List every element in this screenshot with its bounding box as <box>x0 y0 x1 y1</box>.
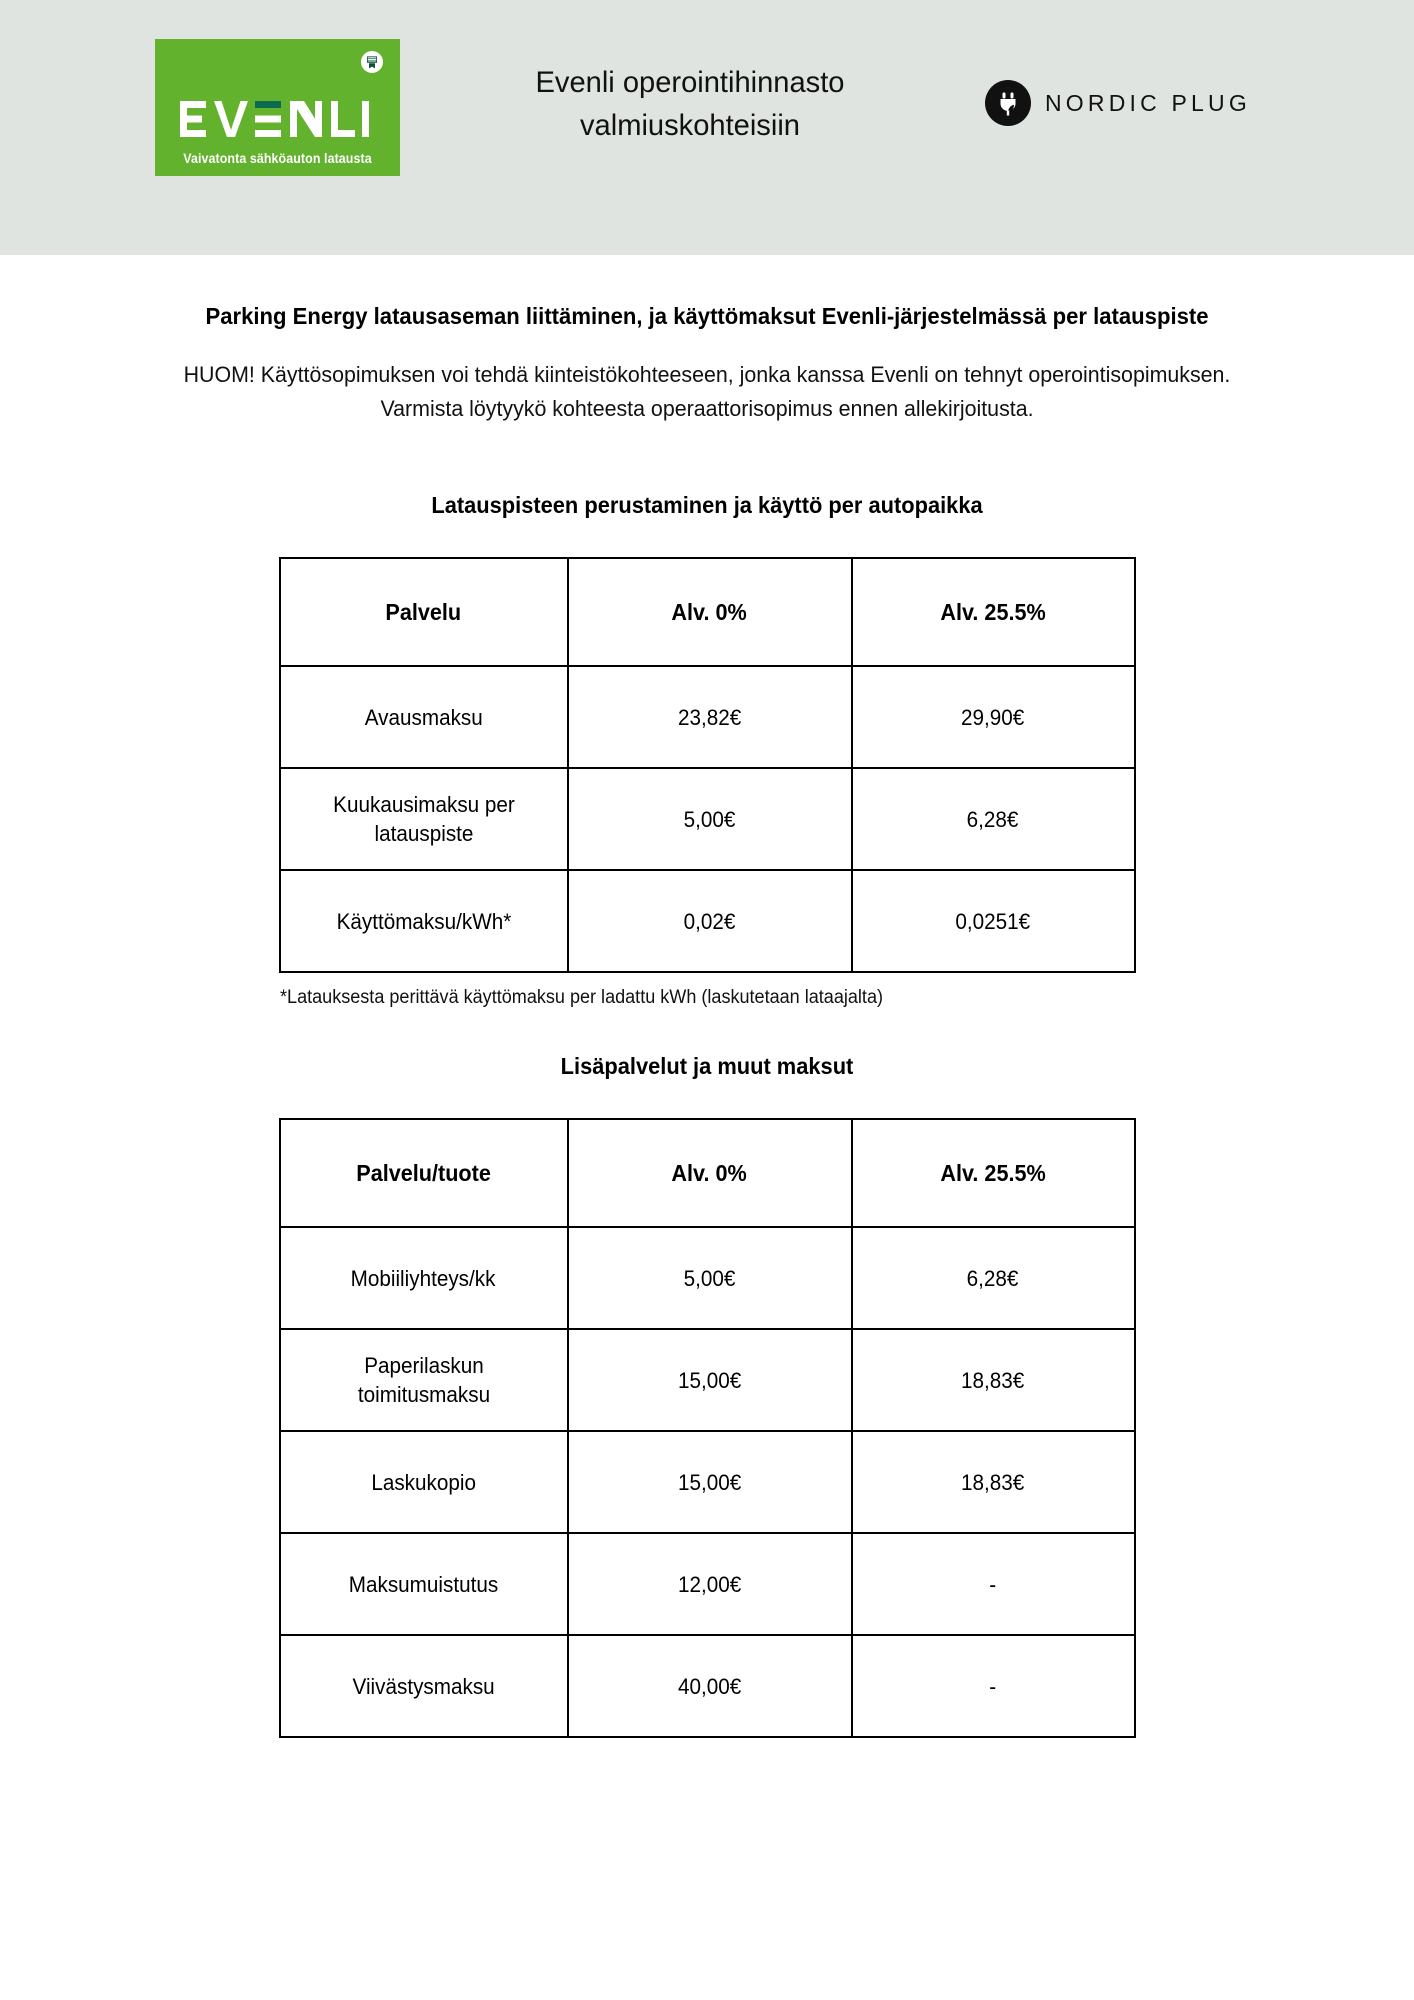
table-row <box>280 1431 1135 1533</box>
cell-vat255 <box>852 870 1135 972</box>
cell-vat0 <box>568 1227 852 1329</box>
cell-vat255-value: 18,83€ <box>961 1367 1025 1393</box>
cell-service <box>280 666 568 768</box>
cell-service <box>280 1227 568 1329</box>
column-header-vat0-label: Alv. 0% <box>671 598 748 625</box>
nordic-plug-logo <box>985 80 1251 126</box>
cell-vat0 <box>568 666 852 768</box>
column-header-vat0 <box>568 1119 852 1227</box>
column-header-service-product <box>280 1119 568 1227</box>
page-header-band <box>0 0 1414 255</box>
cell-vat0 <box>568 1533 852 1635</box>
cell-vat0 <box>568 1635 852 1737</box>
table-header-row <box>280 1119 1135 1227</box>
document-content <box>0 303 1414 1738</box>
cell-vat255-value: 6,28€ <box>967 806 1019 832</box>
table-header-row <box>280 558 1135 666</box>
extra-services-price-table <box>279 1118 1136 1738</box>
cell-vat0-value: 5,00€ <box>683 806 736 832</box>
cell-service-label: Maksumuistutus <box>348 1571 499 1597</box>
column-header-service <box>280 558 568 666</box>
cell-vat255 <box>852 1329 1135 1431</box>
cell-vat0-value: 23,82€ <box>677 704 742 730</box>
cell-vat255 <box>852 1635 1135 1737</box>
column-header-vat0-label: Alv. 0% <box>671 1159 748 1186</box>
charging-point-price-table <box>279 557 1136 973</box>
cell-vat0-value: 5,00€ <box>683 1265 736 1291</box>
cell-vat0 <box>568 870 852 972</box>
section-title-extra-services: Lisäpalvelut ja muut maksut <box>560 1053 854 1080</box>
cell-service-label: Paperilaskun toimitusmaksu <box>357 1352 490 1408</box>
cell-service-label: Laskukopio <box>371 1469 476 1495</box>
cell-vat255 <box>852 768 1135 870</box>
column-header-vat255-label: Alv. 25.5% <box>940 1159 1046 1186</box>
cell-vat0 <box>568 768 852 870</box>
table-row <box>280 870 1135 972</box>
cell-service-label: Käyttömaksu/kWh* <box>336 908 511 934</box>
cell-service-label: Mobiiliyhteys/kk <box>351 1265 496 1291</box>
note-paragraph: HUOM! Käyttösopimuksen voi tehdä kiinteistökohteeseen, jonka kanssa Evenli on tehnyt operointisopimuksen. Varmista löytyykö kohteesta operaattorisopimus ennen allekirjoitusta. <box>183 362 1231 422</box>
column-header-vat0 <box>568 558 852 666</box>
cell-service-label: Kuukausimaksu per latauspiste <box>332 791 515 847</box>
cell-service-label: Viivästysmaksu <box>352 1673 495 1699</box>
evenli-wordmark <box>155 97 400 146</box>
table-row <box>280 768 1135 870</box>
cell-vat0 <box>568 1431 852 1533</box>
cell-vat0-value: 15,00€ <box>677 1469 742 1495</box>
cell-service-label: Avausmaksu <box>364 704 483 730</box>
cell-service <box>280 1635 568 1737</box>
table-footnote-label: *Latauksesta perittävä käyttömaksu per ladattu kWh (laskutetaan lataajalta) <box>279 987 883 1009</box>
cell-vat255 <box>852 1533 1135 1635</box>
table-row <box>280 1227 1135 1329</box>
cell-vat255-value: - <box>989 1673 997 1699</box>
column-header-vat255-label: Alv. 25.5% <box>940 598 1046 625</box>
cell-vat255 <box>852 1431 1135 1533</box>
column-header-service-label: Palvelu <box>385 598 462 625</box>
table-row <box>280 1329 1135 1431</box>
table-row <box>280 1635 1135 1737</box>
evenli-tagline: Vaivatonta sähköauton latausta <box>183 151 372 166</box>
cell-vat255 <box>852 1227 1135 1329</box>
column-header-service-product-label: Palvelu/tuote <box>356 1159 491 1186</box>
nordic-plug-wordmark: NORDIC PLUG <box>1045 89 1251 116</box>
cell-vat0 <box>568 1329 852 1431</box>
lead-heading: Parking Energy latausaseman liittäminen, ja käyttömaksut Evenli-järjestelmässä per latauspiste <box>205 303 1209 329</box>
cell-vat255-value: 6,28€ <box>967 1265 1019 1291</box>
plug-leaf-circle-icon <box>985 80 1031 126</box>
cell-service <box>280 1533 568 1635</box>
cell-vat0-value: 15,00€ <box>677 1367 742 1393</box>
cell-vat255-value: 0,0251€ <box>955 908 1031 934</box>
cell-service <box>280 1329 568 1431</box>
cell-vat0-value: 0,02€ <box>683 908 736 934</box>
cell-vat0-value: 12,00€ <box>677 1571 742 1597</box>
document-title: Evenli operointihinnasto valmiuskohteisiin <box>535 66 845 142</box>
cell-vat255 <box>852 666 1135 768</box>
cell-service <box>280 768 568 870</box>
certification-badge-icon <box>361 51 383 73</box>
cell-vat255-value: - <box>989 1571 997 1597</box>
table-footnote <box>280 987 1135 1009</box>
cell-vat255-value: 29,90€ <box>961 704 1025 730</box>
column-header-vat255 <box>852 558 1135 666</box>
table-row <box>280 666 1135 768</box>
table-row <box>280 1533 1135 1635</box>
cell-vat0-value: 40,00€ <box>677 1673 742 1699</box>
cell-service <box>280 870 568 972</box>
cell-vat255-value: 18,83€ <box>961 1469 1025 1495</box>
evenli-logo <box>155 39 400 176</box>
section-title-charging-point: Latauspisteen perustaminen ja käyttö per autopaikka <box>431 492 983 519</box>
cell-service <box>280 1431 568 1533</box>
column-header-vat255 <box>852 1119 1135 1227</box>
